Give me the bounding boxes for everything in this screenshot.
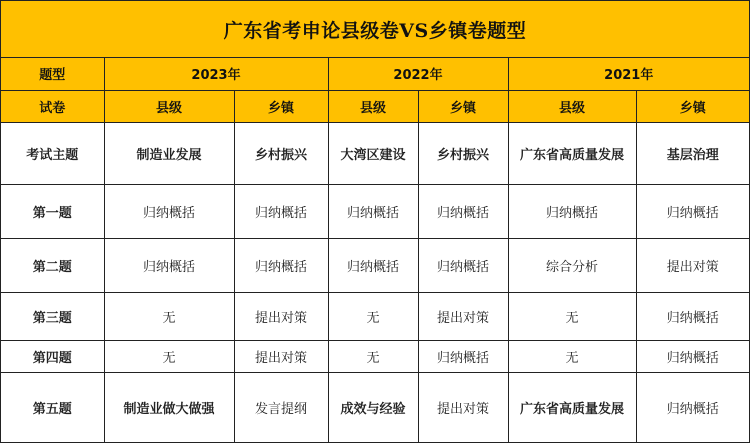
table-cell: 提出对策 xyxy=(636,238,749,292)
table-cell: 广东省高质量发展 xyxy=(508,372,636,443)
table-cell: 广东省高质量发展 xyxy=(508,122,636,184)
paper-header-row xyxy=(1,90,749,122)
table-cell: 发言提纲 xyxy=(234,372,328,443)
table-cell: 综合分析 xyxy=(508,238,636,292)
table-cell: 归纳概括 xyxy=(636,372,749,443)
table-row xyxy=(1,372,749,443)
row-label: 第一题 xyxy=(1,184,104,238)
table-cell: 归纳概括 xyxy=(104,238,234,292)
table-cell: 归纳概括 xyxy=(636,292,749,340)
table-row xyxy=(1,292,749,340)
table-row xyxy=(1,238,749,292)
table-cell: 无 xyxy=(104,292,234,340)
table-row xyxy=(1,122,749,184)
row-label: 考试主题 xyxy=(1,122,104,184)
town-header-2022: 乡镇 xyxy=(418,90,508,122)
table-cell: 乡村振兴 xyxy=(234,122,328,184)
page-title: 广东省考申论县级卷VS乡镇卷题型 xyxy=(1,1,749,58)
year-header-row xyxy=(1,58,749,90)
table-cell: 基层治理 xyxy=(636,122,749,184)
table-row xyxy=(1,184,749,238)
table-cell: 提出对策 xyxy=(234,340,328,372)
table-cell: 归纳概括 xyxy=(234,238,328,292)
table-cell: 提出对策 xyxy=(234,292,328,340)
town-header-2021: 乡镇 xyxy=(636,90,749,122)
row-label: 第四题 xyxy=(1,340,104,372)
corner-label-paper: 试卷 xyxy=(1,90,104,122)
row-label: 第二题 xyxy=(1,238,104,292)
table-cell: 成效与经验 xyxy=(328,372,418,443)
table-cell: 提出对策 xyxy=(418,372,508,443)
table-cell: 归纳概括 xyxy=(418,184,508,238)
table-cell: 归纳概括 xyxy=(636,340,749,372)
table-cell: 提出对策 xyxy=(418,292,508,340)
table-cell: 归纳概括 xyxy=(418,238,508,292)
corner-label-type: 题型 xyxy=(1,58,104,90)
table-cell: 大湾区建设 xyxy=(328,122,418,184)
row-label: 第三题 xyxy=(1,292,104,340)
year-2022-header: 2022年 xyxy=(328,58,508,90)
table-cell: 归纳概括 xyxy=(636,184,749,238)
table-cell: 归纳概括 xyxy=(328,184,418,238)
table-cell: 制造业做大做强 xyxy=(104,372,234,443)
table-cell: 归纳概括 xyxy=(418,340,508,372)
table-row xyxy=(1,340,749,372)
county-header-2021: 县级 xyxy=(508,90,636,122)
table-cell: 乡村振兴 xyxy=(418,122,508,184)
table-cell: 无 xyxy=(328,292,418,340)
county-header-2023: 县级 xyxy=(104,90,234,122)
county-header-2022: 县级 xyxy=(328,90,418,122)
table-cell: 无 xyxy=(508,292,636,340)
table-cell: 归纳概括 xyxy=(104,184,234,238)
table-cell: 制造业发展 xyxy=(104,122,234,184)
table-cell: 无 xyxy=(328,340,418,372)
town-header-2023: 乡镇 xyxy=(234,90,328,122)
year-2023-header: 2023年 xyxy=(104,58,328,90)
table-cell: 无 xyxy=(508,340,636,372)
table-cell: 归纳概括 xyxy=(508,184,636,238)
row-label: 第五题 xyxy=(1,372,104,443)
table-cell: 无 xyxy=(104,340,234,372)
year-2021-header: 2021年 xyxy=(508,58,749,90)
table-cell: 归纳概括 xyxy=(234,184,328,238)
comparison-table xyxy=(1,58,749,443)
table-cell: 归纳概括 xyxy=(328,238,418,292)
